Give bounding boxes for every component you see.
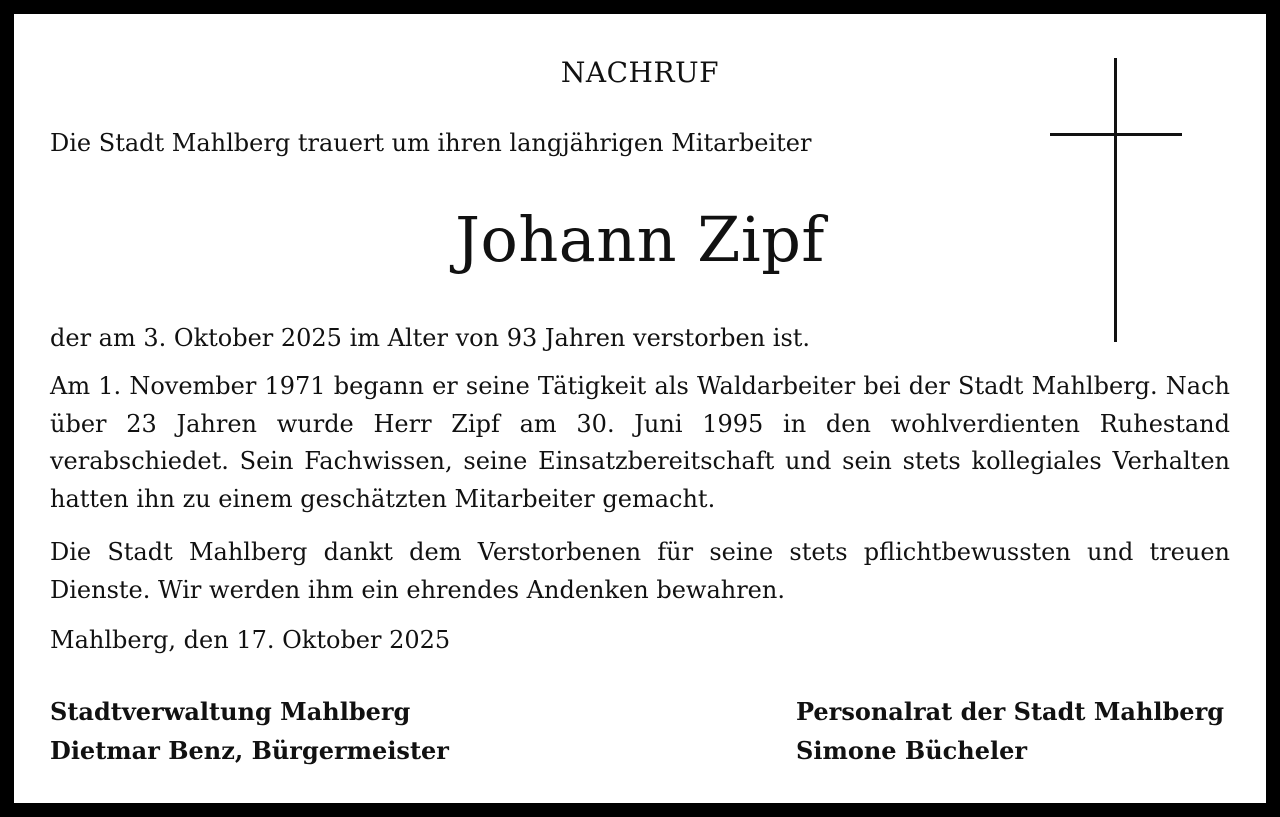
signature-person: Simone Bücheler — [796, 736, 1028, 765]
thanks-paragraph: Die Stadt Mahlberg dankt dem Verstorbenen für seine stets pflichtbewussten und treuen Dienste. Wir werden ihm ein ehrendes Andenken bewahren. — [50, 538, 1230, 604]
intro-line: Die Stadt Mahlberg trauert um ihren langjährigen Mitarbeiter — [50, 129, 812, 157]
death-date-line: der am 3. Oktober 2025 im Alter von 93 Jahren verstorben ist. — [50, 324, 811, 352]
place-date-line: Mahlberg, den 17. Oktober 2025 — [50, 626, 451, 654]
notice-heading: NACHRUF — [560, 56, 720, 89]
signature-block-right — [796, 692, 1224, 770]
deceased-name: Johann Zipf — [455, 203, 825, 276]
cross-horizontal-bar — [1050, 133, 1182, 136]
signature-organization: Stadtverwaltung Mahlberg — [50, 697, 411, 726]
cross-icon — [1050, 58, 1182, 342]
signature-organization: Personalrat der Stadt Mahlberg — [796, 697, 1224, 726]
signature-person: Dietmar Benz, Bürgermeister — [50, 736, 449, 765]
obituary-notice — [14, 14, 1266, 803]
career-paragraph: Am 1. November 1971 begann er seine Tätigkeit als Waldarbeiter bei der Stadt Mahlberg. Nach über 23 Jahren wurde Herr Zipf am 30. Juni 1995 in den wohlverdienten Ruhestand verabschiedet. Sein Fachwissen, seine Einsatzbereitschaft und sein stets kollegiales Verhalten hatten ihn zu einem geschätzten Mitarbeiter gemacht. — [50, 372, 1230, 513]
signature-block-left — [50, 692, 449, 770]
cross-vertical-bar — [1114, 58, 1117, 342]
